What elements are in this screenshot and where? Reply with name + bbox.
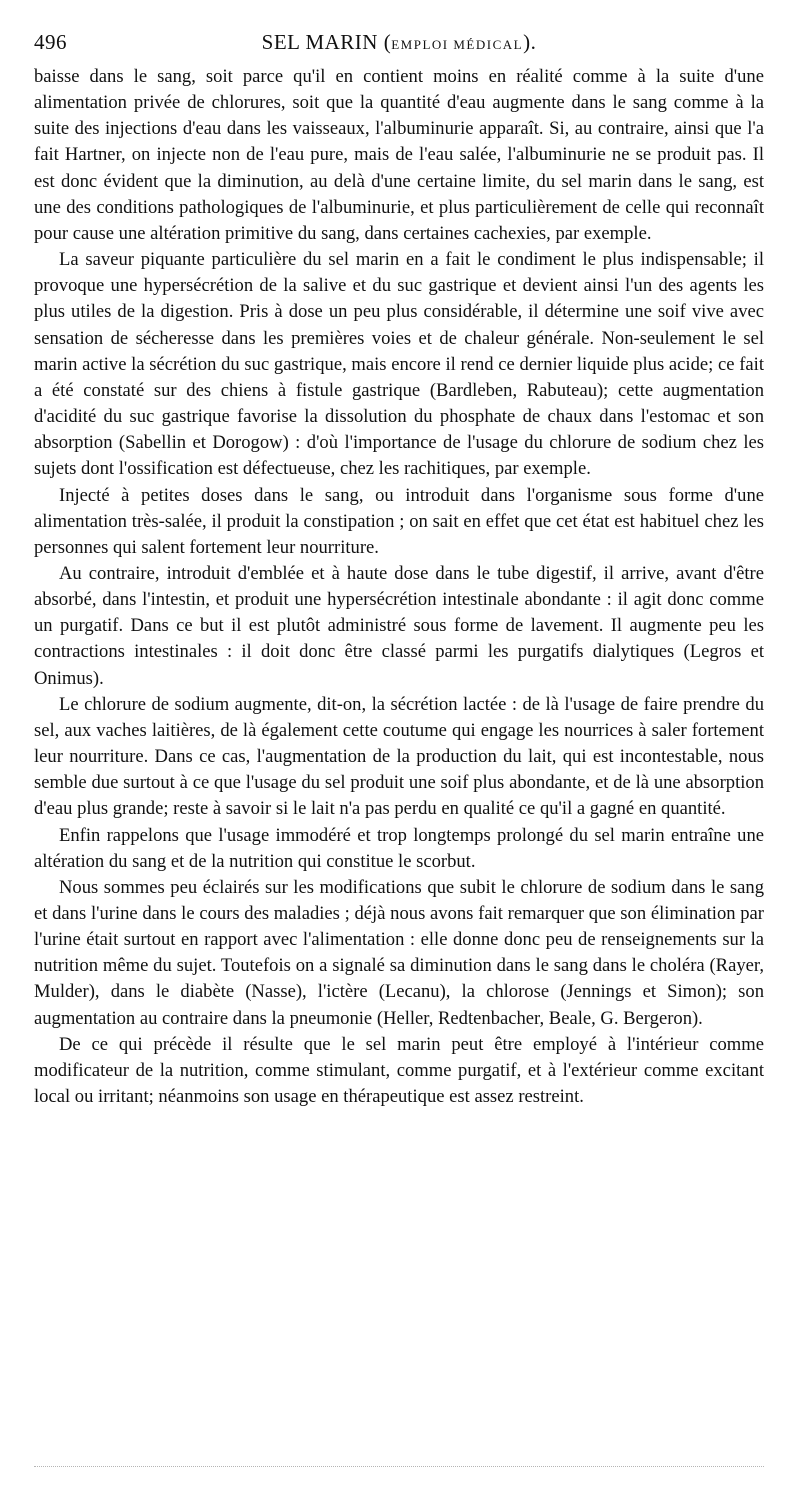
paragraph: La saveur piquante particulière du sel marin en a fait le condiment le plus indispensable; il provoque une hypersécrétion de la salive et du suc gastrique et devient ainsi l'un des agents les plus utiles de la digestion. Pris à dose un peu plus considérable, il détermine une soif vive avec sensation de sécheresse dans les premières voies et de chaleur générale. Non-seulement le sel marin active la sécrétion du suc gastrique, mais encore il rend ce dernier liquide plus acide; ce fait a été constaté sur des chiens à fistule gastrique (Bardleben, Rabuteau); cette augmentation d'acidité du suc gastrique favorise la dissolution du phosphate de chaux dans l'estomac et son absorption (Sabellin et Dorogow) : d'où l'importance de l'usage du chlorure de sodium chez les sujets dont l'ossification est défectueuse, chez les rachitiques, par exemple. — [34, 249, 764, 480]
footer-dotted-rule — [34, 1466, 764, 1467]
paragraph: Nous sommes peu éclairés sur les modifications que subit le chlorure de sodium dans le sang et dans l'urine dans le cours des maladies ; déjà nous avons fait remarquer que son élimination par l'urine était surtout en rapport avec l'alimentation : elle donne donc peu de renseignements sur la nutrition même du sujet. Toutefois on a signalé sa diminution dans le sang dans le choléra (Rayer, Mulder), dans le diabète (Nasse), l'ictère (Lecanu), la chlorose (Jennings et Simon); son augmentation au contraire dans la pneumonie (Heller, Redtenbacher, Beale, G. Bergeron). — [34, 876, 764, 1029]
page-header — [34, 30, 764, 60]
paragraph-continuation: baisse dans le sang, soit parce qu'il en contient moins en réalité comme à la suite d'une alimentation privée de chlorures, soit que la quantité d'eau augmente dans le sang comme à la suite des injections d'eau dans les vaisseaux, l'albuminurie apparaît. Si, au contraire, ainsi que l'a fait Hartner, on injecte non de l'eau pure, mais de l'eau salée, l'albuminurie ne se produit pas. Il est donc évident que la diminution, au delà d'une certaine limite, du sel marin dans le sang, est une des conditions pathologiques de l'albuminurie, et plus particulièrement de celle qui reconnaît pour cause une altération primitive du sang, dans certaines cachexies, par exemple. — [34, 66, 764, 244]
running-head-subtitle: EMPLOI MÉDICAL — [391, 37, 524, 52]
paragraph: Au contraire, introduit d'emblée et à haute dose dans le tube digestif, il arrive, avant d'être absorbé, dans l'intestin, et produit une hypersécrétion intestinale abondante : il agit donc comme un purgatif. Dans ce but il est plutôt administré sous forme de lavement. Il augmente peu les contractions intestinales : il doit donc être classé parmi les purgatifs dialytiques (Legros et Onimus). — [34, 562, 764, 689]
running-head-main: SEL MARIN ( — [261, 30, 392, 54]
paragraph: De ce qui précède il résulte que le sel marin peut être employé à l'intérieur comme modificateur de la nutrition, comme stimulant, comme purgatif, et à l'extérieur comme excitant local ou irritant; néanmoins son usage en thérapeutique est assez restreint. — [34, 1033, 764, 1108]
paragraph: Le chlorure de sodium augmente, dit-on, la sécrétion lactée : de là l'usage de faire prendre du sel, aux vaches laitières, de là également cette coutume qui engage les nourrices à saler fortement leur nourriture. Dans ce cas, l'augmentation de la production du lait, qui est incontestable, nous semble due surtout à ce que l'usage du sel produit une soif plus abondante, et de là une absorption d'eau plus grande; reste à savoir si le lait n'a pas perdu en qualité ce qu'il a gagné en quantité. — [34, 693, 764, 820]
page-number: 496 — [34, 30, 67, 54]
running-head-close: ). — [523, 30, 537, 54]
body-text — [34, 64, 764, 1110]
paragraph: Injecté à petites doses dans le sang, ou introduit dans l'organisme sous forme d'une alimentation très-salée, il produit la constipation ; on sait en effet que cet état est habituel chez les personnes qui salent fortement leur nourriture. — [34, 484, 764, 558]
running-head — [34, 30, 764, 55]
paragraph: Enfin rappelons que l'usage immodéré et trop longtemps prolongé du sel marin entraîne une altération du sang et de la nutrition qui constitue le scorbut. — [34, 824, 764, 872]
